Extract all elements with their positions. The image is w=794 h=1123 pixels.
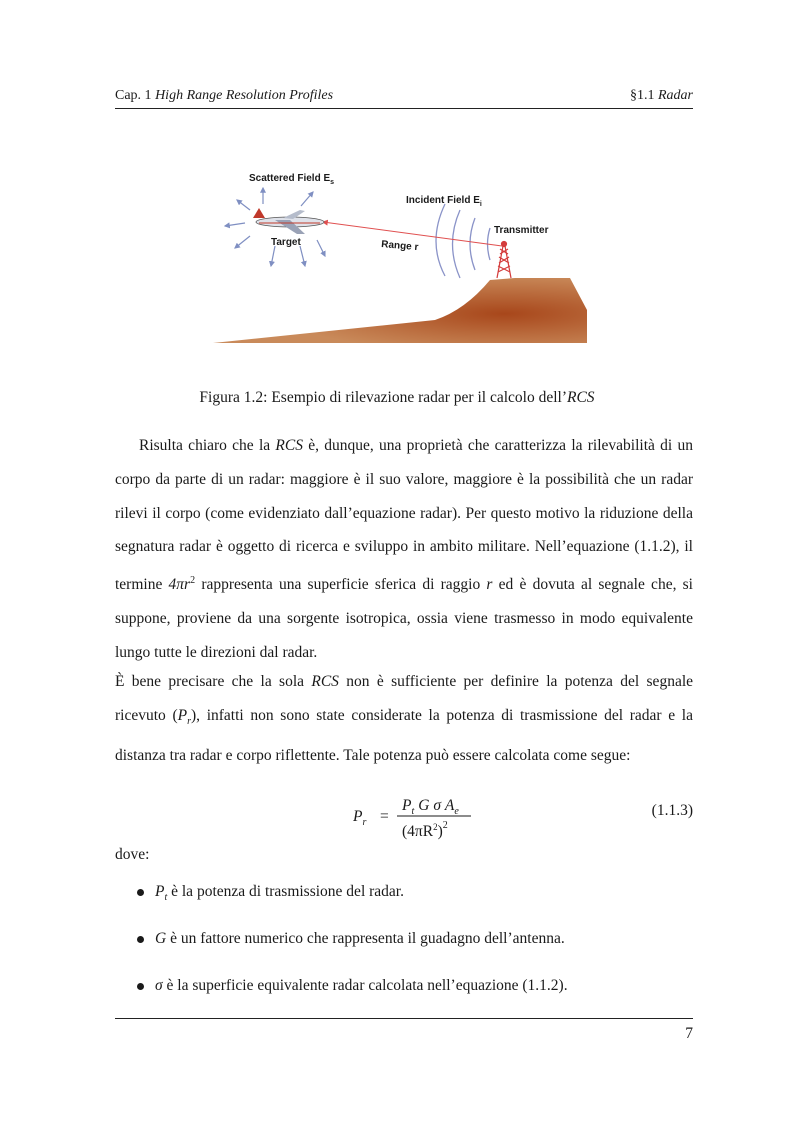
equation-formula: [353, 794, 473, 844]
page-number: 7: [685, 1025, 693, 1042]
bullet-icon: [137, 936, 144, 943]
radar-detection-figure: [205, 160, 605, 355]
svg-text:PtG σ Ae: $P_t$ G σ $A_e$: [402, 797, 459, 817]
svg-text:=: =: [380, 808, 389, 825]
list-item: $P_t$ è la potenza di trasmissione del radar.: [115, 882, 693, 929]
bullet-icon: [137, 983, 144, 990]
label-target: Target: [271, 237, 301, 248]
hill-shape: [213, 278, 587, 343]
svg-text:Pr: $P_r$: [353, 808, 367, 828]
label-scattered-field: Scattered Field $E_s$: [249, 173, 335, 186]
bullet-icon: [137, 889, 144, 896]
label-incident-field: Incident Field $E_i$: [406, 195, 482, 208]
paragraph-received-power: È bene precisare che la sola RCS non è sufficiente per definire la potenza del segnale ricevuto $(P_r)$, infatti non sono state considerate la potenza di trasmissione del radar e la distanza tra radar e corpo riflettente. Tale potenza può essere calcolata come segue:: [115, 673, 694, 764]
figure-caption: Figura 1.2: Esempio di rilevazione radar per il calcolo dell’RCS: [199, 389, 595, 406]
target-aircraft-icon: [253, 208, 324, 234]
list-item: G è un fattore numerico che rappresenta il guadagno dell’antenna.: [115, 929, 693, 976]
header-chapter: Cap. 1 High Range Resolution Profiles: [115, 88, 334, 103]
dove-label: dove:: [115, 846, 150, 863]
running-header: [115, 88, 693, 109]
label-transmitter: Transmitter: [494, 225, 549, 236]
svg-text:(4πR2)2: $(4\pi R^2)^2$: [402, 820, 448, 840]
header-section: §1.1 Radar: [630, 88, 693, 103]
equation-1-1-3: [115, 794, 693, 844]
transmitter-tower-icon: [497, 242, 511, 279]
paragraph-rcs-detectability: Risulta chiaro che la RCS è, dunque, una proprietà che caratterizza la rilevabilità di un corpo da parte di un radar: maggiore è il suo valore, maggiore è la possibilità che un radar rilevi il corpo (come evidenziato dall’equazione radar). Per questo motivo la riduzione della segnatura radar è oggetto di ricerca e sviluppo in ambito militare. Nell’equazione (1.1.2), il termine $4\pi r^2$ rappresenta una superficie sferica di raggio r ed è dovuta al segnale che, si suppone, proviene da una sorgente isotropica, ossia viene trasmesso in modo equivalente lungo tutte le direzioni dal radar.: [115, 437, 693, 661]
scattered-field-arrows: [225, 188, 325, 266]
equation-number: (1.1.3): [651, 802, 693, 819]
label-range: Range r: [380, 239, 419, 254]
list-item: σ è la superficie equivalente radar calcolata nell’equazione (1.1.2).: [115, 976, 693, 1023]
symbol-definitions-list: [115, 882, 693, 1023]
footer-rule: [115, 1018, 693, 1019]
